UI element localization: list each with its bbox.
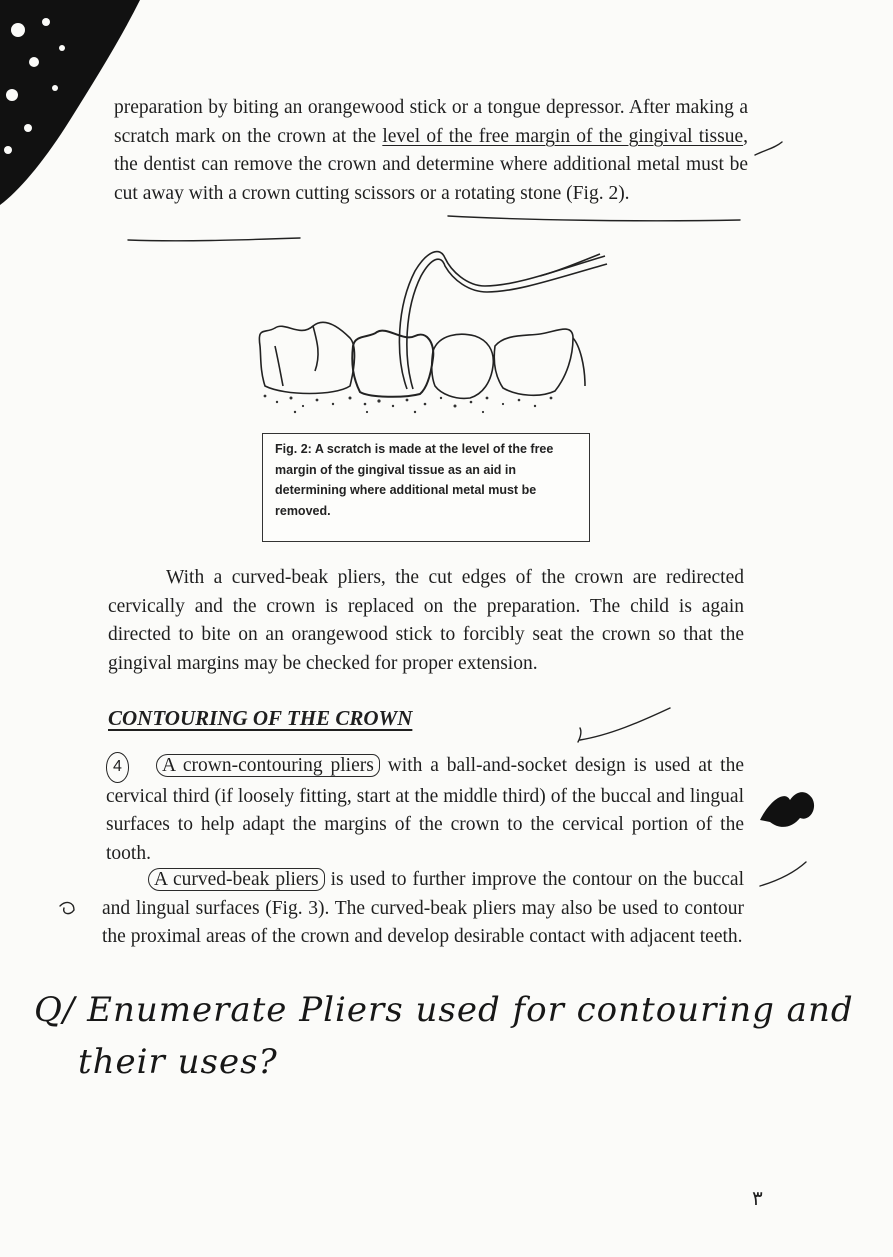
figure-2-caption xyxy=(262,433,590,542)
circled-term: A curved-beak pliers xyxy=(148,868,325,891)
paragraph-text: , the dentist can remove the crown and determine where additional metal must be cut away with a crown cutting scissors or a rotating stone (Fig. 2). xyxy=(114,125,748,204)
paragraph-text: preparation by biting an orangewood stick or a tongue depressor. After making a scratch mark on the crown at the xyxy=(114,97,748,147)
handwritten-question-line-2: their uses? xyxy=(78,1042,278,1082)
paragraph-crown-contouring-pliers xyxy=(106,752,744,868)
paragraph-curved-beak-contour xyxy=(102,866,744,952)
paragraph-text: with a ball-and-socket design is used at the cervical third (if loosely fitting, start at the middle third) of the buccal and lingual surfaces to help adapt the margins of the crown to the cervical portion of the tooth. xyxy=(106,755,744,864)
ink-scribble-mark xyxy=(760,792,814,827)
circled-number-marker: 4 xyxy=(106,752,129,783)
caption-label: Fig. 2: xyxy=(275,442,312,456)
paragraph-crown-removal xyxy=(114,94,748,208)
section-heading: CONTOURING OF THE CROWN xyxy=(108,706,413,730)
circled-term: A crown-contouring pliers xyxy=(156,754,380,777)
paragraph-text: is used to further improve the contour on the buccal and lingual surfaces (Fig. 3). The curved-beak pliers may also be used to contour the proximal areas of the crown and develop desirable contact with adjacent teeth. xyxy=(102,869,744,947)
page-number: ٣ xyxy=(752,1186,763,1210)
paragraph-curved-beak-redirect: With a curved-beak pliers, the cut edges of the crown are redirected cervically and the crown is replaced on the preparation. The child is again directed to bite on an orangewood stick to forcibly seat the crown so that the gingival margins may be checked for proper extension. xyxy=(108,567,744,674)
underlined-phrase: level of the free margin of the gingival tissue xyxy=(382,125,744,147)
handwritten-question-line-1: Q/ Enumerate Pliers used for contouring and xyxy=(34,990,854,1030)
caption-text: A scratch is made at the level of the free margin of the gingival tissue as an aid in determining where additional metal must be removed. xyxy=(275,442,554,518)
figure-2-tooth-illustration xyxy=(255,246,615,426)
